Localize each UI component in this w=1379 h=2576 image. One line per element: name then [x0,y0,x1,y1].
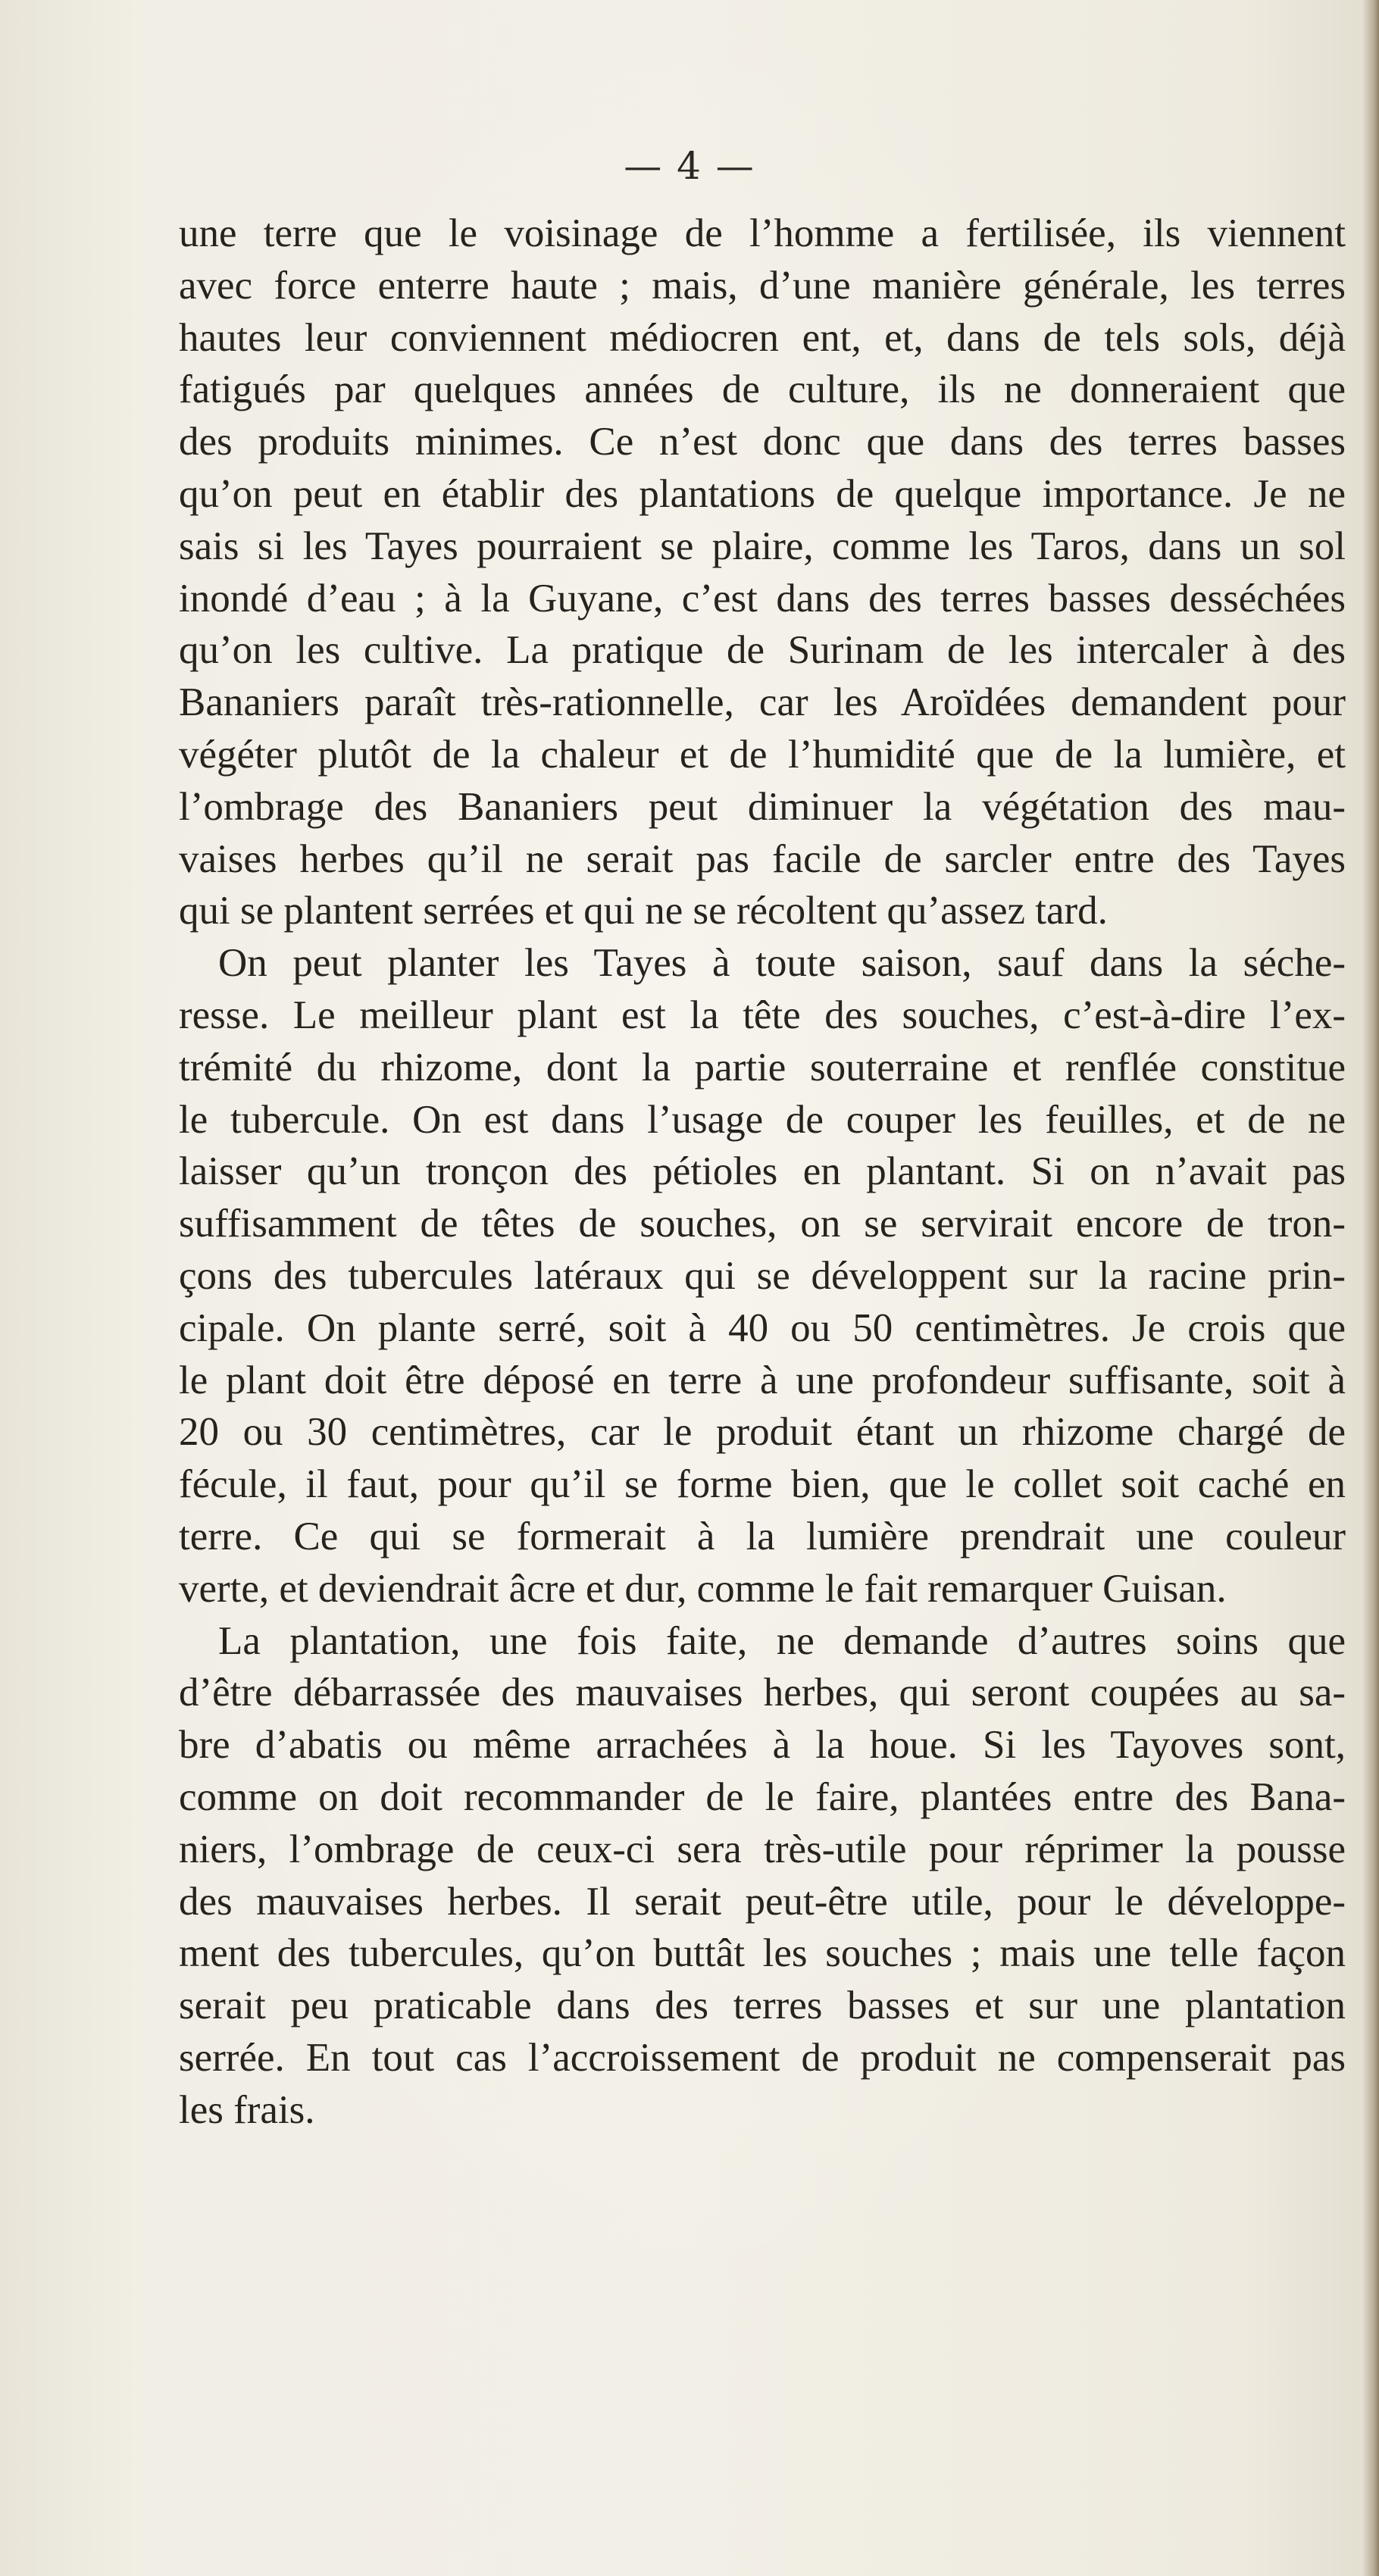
text-line: resse. Le meilleur plant est la tête des souches, c’est-à-dire l’ex- [179,993,1346,1037]
text-line: ment des tubercules, qu’on buttât les souches ; mais une telle façon [179,1931,1346,1976]
text-line: les frais. [179,2087,315,2132]
text-line: des mauvaises herbes. Il serait peut-être utile, pour le développe- [179,1879,1346,1924]
text-line: hautes leur conviennent médiocren ent, et, dans de tels sols, déjà [179,315,1346,360]
text-line: serait peu praticable dans des terres basses et sur une plantation [179,1984,1346,2028]
text-line: çons des tubercules latéraux qui se développent sur la racine prin- [179,1253,1346,1298]
text-line: vaises herbes qu’il ne serait pas facile de sarcler entre des Tayes [179,836,1346,881]
page-number: — 4 — [624,144,755,188]
text-line: d’être débarrassée des mauvaises herbes, qui seront coupées au sa- [179,1671,1346,1715]
page-edge-shadow [1362,0,1379,2576]
text-line: trémité du rhizome, dont la partie souterraine et renflée constitue [179,1045,1346,1089]
text-line: verte, et deviendrait âcre et dur, comme le fait remarquer Guisan. [179,1566,1227,1611]
text-line: niers, l’ombrage de ceux-ci sera très-utile pour réprimer la pousse [179,1827,1346,1871]
text-line: fatigués par quelques années de culture, ils ne donneraient que [179,367,1346,412]
text-line: laisser qu’un tronçon des pétioles en plantant. Si on n’avait pas [179,1149,1346,1194]
text-line: suffisamment de têtes de souches, on se servirait encore de tron- [179,1202,1346,1246]
text-line: le tubercule. On est dans l’usage de couper les feuilles, et de ne [179,1097,1346,1142]
text-line: qu’on peut en établir des plantations de quelque importance. Je ne [179,471,1346,516]
text-line: La plantation, une fois faite, ne demande d’autres soins que [218,1618,1346,1663]
text-line: cipale. On plante serré, soit à 40 ou 50 centimètres. Je crois que [179,1305,1346,1350]
text-line: l’ombrage des Bananiers peut diminuer la végétation des mau- [179,784,1346,829]
text-line: le plant doit être déposé en terre à une profondeur suffisante, soit à [179,1358,1346,1402]
text-line: 20 ou 30 centimètres, car le produit étant un rhizome chargé de [179,1410,1346,1455]
text-line: avec force enterre haute ; mais, d’une manière générale, les terres [179,263,1346,308]
text-line: inondé d’eau ; à la Guyane, c’est dans des terres basses desséchées [179,576,1346,621]
text-line: sais si les Tayes pourraient se plaire, comme les Taros, dans un sol [179,524,1346,568]
text-line: végéter plutôt de la chaleur et de l’humidité que de la lumière, et [179,732,1346,777]
text-line: fécule, il faut, pour qu’il se forme bien, que le collet soit caché en [179,1462,1346,1507]
body-text [179,208,1346,2136]
text-line: qu’on les cultive. La pratique de Surinam de les intercaler à des [179,628,1346,673]
text-line: comme on doit recommander de le faire, plantées entre des Bana- [179,1774,1346,1819]
text-line: bre d’abatis ou même arrachées à la houe. Si les Tayoves sont, [179,1723,1346,1768]
text-line: On peut planter les Tayes à toute saison, sauf dans la séche- [218,941,1346,986]
text-line: Bananiers paraît très-rationnelle, car les Aroïdées demandent pour [179,680,1346,725]
text-line: une terre que le voisinage de l’homme a fertilisée, ils viennent [179,211,1346,255]
text-line: terre. Ce qui se formerait à la lumière prendrait une couleur [179,1514,1346,1558]
text-line: des produits minimes. Ce n’est donc que dans des terres basses [179,420,1346,464]
text-line: qui se plantent serrées et qui ne se récoltent qu’assez tard. [179,889,1108,933]
text-line: serrée. En tout cas l’accroissement de produit ne compenserait pas [179,2035,1346,2080]
